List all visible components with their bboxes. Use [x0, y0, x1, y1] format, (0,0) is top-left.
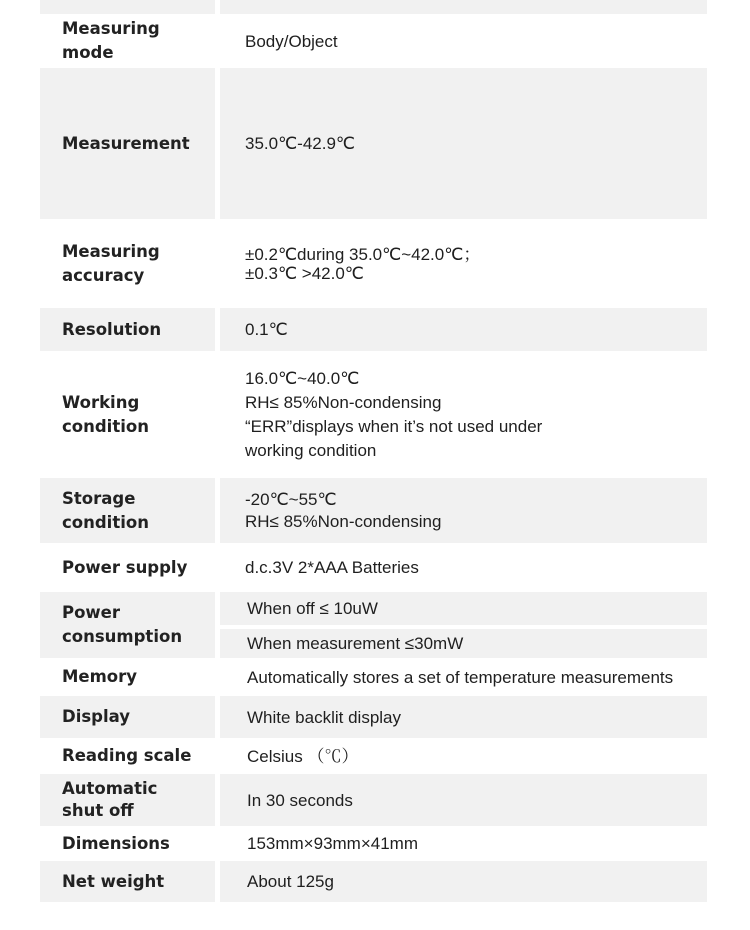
spec-value: 0.1℃: [220, 308, 707, 351]
spec-value: [220, 478, 707, 543]
spec-label: Net weight: [40, 861, 215, 902]
spec-value-line: RH≤ 85%Non-condensing: [245, 511, 442, 531]
spec-value: White backlit display: [220, 696, 707, 738]
spec-row-power-supply: [40, 543, 707, 592]
spec-value-line: -20℃~55℃: [245, 489, 337, 509]
spec-label: Automatic shut off: [40, 774, 215, 826]
spec-value-line: ±0.3℃ >42.0℃: [245, 263, 364, 283]
spec-label: Storage condition: [40, 478, 215, 543]
spec-value: 153mm×93mm×41mm: [247, 834, 419, 853]
spec-value: 35.0℃-42.9℃: [220, 68, 707, 219]
spec-row-cut: [40, 0, 707, 14]
spec-value-line: 16.0℃~40.0℃: [245, 368, 360, 388]
spec-row-measuring-mode: [40, 14, 707, 68]
spec-label: Measurement: [40, 68, 215, 219]
spec-label: Working condition: [62, 392, 149, 436]
spec-value: d.c.3V 2*AAA Batteries: [245, 558, 419, 577]
spec-row-reading-scale: [40, 738, 707, 774]
spec-value: Body/Object: [245, 31, 338, 51]
spec-row-storage-condition: [40, 478, 707, 543]
spec-value-line: ±0.2℃during 35.0℃~42.0℃；: [245, 244, 481, 264]
spec-value: [220, 351, 707, 478]
spec-label: Display: [40, 696, 215, 738]
spec-value: Automatically stores a set of temperature measurements: [247, 667, 674, 687]
spec-value-line: When measurement ≤30mW: [220, 629, 707, 658]
spec-value: In 30 seconds: [220, 774, 707, 826]
spec-row-display: [40, 696, 707, 738]
spec-value: About 125g: [220, 861, 707, 902]
spec-label: Measuring mode: [62, 19, 160, 62]
spec-row-memory: [40, 658, 707, 696]
spec-label: Dimensions: [62, 833, 170, 853]
spec-value-line: RH≤ 85%Non-condensing: [245, 392, 442, 412]
spec-row-working-condition: [40, 351, 707, 478]
spec-label: [40, 0, 215, 14]
spec-label: Measuring accuracy: [62, 241, 160, 285]
spec-label: Reading scale: [62, 746, 192, 765]
spec-row-automatic-shut-off: [40, 774, 707, 826]
spec-value: [220, 0, 707, 14]
spec-value-line: “ERR”displays when it’s not used under: [245, 416, 543, 436]
spec-label: Power supply: [62, 557, 188, 577]
spec-row-measuring-accuracy: [40, 219, 707, 308]
spec-value-line: When off ≤ 10uW: [220, 592, 707, 625]
spec-label: Power consumption: [40, 592, 215, 658]
spec-value-line: working condition: [245, 440, 377, 460]
spec-row-dimensions: [40, 826, 707, 861]
spec-row-resolution: [40, 308, 707, 351]
spec-row-measurement: [40, 68, 707, 219]
spec-value: Celsius （℃）: [247, 746, 359, 766]
spec-row-net-weight: [40, 861, 707, 902]
spec-label: Memory: [62, 667, 138, 686]
spec-label: Resolution: [40, 308, 215, 351]
spec-row-power-consumption: [40, 592, 707, 658]
spec-value: [220, 219, 707, 308]
